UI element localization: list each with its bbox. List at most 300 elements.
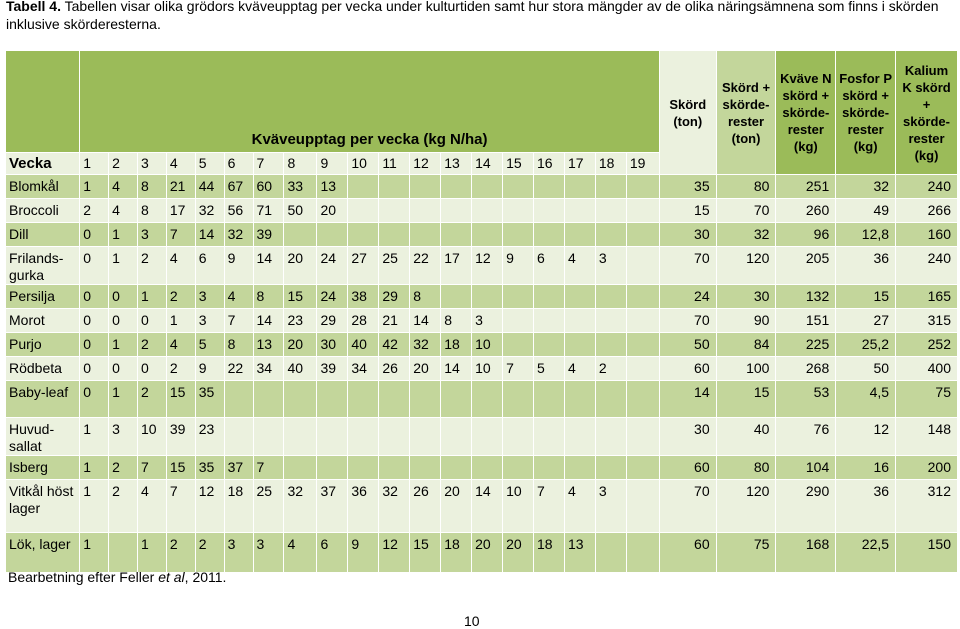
value-n: 260 bbox=[776, 199, 836, 223]
table-row bbox=[6, 309, 958, 333]
week-value: 1 bbox=[138, 285, 167, 309]
week-value: 2 bbox=[196, 533, 225, 573]
week-header: 18 bbox=[596, 153, 627, 175]
week-value bbox=[627, 199, 660, 223]
value-tot: 75 bbox=[717, 533, 777, 573]
week-value: 3 bbox=[225, 533, 254, 573]
week-value: 17 bbox=[167, 199, 196, 223]
value-tot: 84 bbox=[717, 333, 777, 357]
week-value: 71 bbox=[254, 199, 285, 223]
week-value: 7 bbox=[254, 456, 285, 480]
value-skord: 14 bbox=[660, 381, 717, 418]
week-value: 2 bbox=[167, 285, 196, 309]
value-p: 15 bbox=[836, 285, 896, 309]
week-value: 20 bbox=[317, 199, 348, 223]
week-value: 5 bbox=[534, 357, 565, 381]
week-value: 8 bbox=[254, 285, 285, 309]
week-value bbox=[410, 223, 441, 247]
value-skord: 24 bbox=[660, 285, 717, 309]
week-value: 0 bbox=[80, 333, 109, 357]
week-value bbox=[627, 285, 660, 309]
week-value: 3 bbox=[196, 309, 225, 333]
value-n: 104 bbox=[776, 456, 836, 480]
weekly-uptake-header: Kväveupptag per vecka (kg N/ha) bbox=[80, 51, 660, 153]
week-header: 1 bbox=[80, 153, 109, 175]
week-value: 44 bbox=[196, 175, 225, 199]
week-value bbox=[503, 285, 534, 309]
week-value: 8 bbox=[138, 175, 167, 199]
week-value: 0 bbox=[80, 381, 109, 418]
week-value bbox=[472, 418, 503, 456]
week-value: 7 bbox=[167, 480, 196, 533]
week-value: 0 bbox=[80, 285, 109, 309]
week-value: 2 bbox=[109, 456, 138, 480]
week-value bbox=[596, 533, 627, 573]
week-value: 2 bbox=[167, 357, 196, 381]
table-row bbox=[6, 333, 958, 357]
value-n: 96 bbox=[776, 223, 836, 247]
week-value: 2 bbox=[80, 199, 109, 223]
week-value bbox=[441, 381, 472, 418]
value-p: 25,2 bbox=[836, 333, 896, 357]
week-value: 25 bbox=[254, 480, 285, 533]
week-value: 35 bbox=[196, 456, 225, 480]
col-header-fosfor: Fosfor P skörd + skörde-rester (kg) bbox=[836, 51, 896, 175]
caption-label: Tabell 4. bbox=[6, 0, 61, 14]
week-value: 7 bbox=[534, 480, 565, 533]
week-value bbox=[565, 456, 596, 480]
week-value: 2 bbox=[109, 480, 138, 533]
week-value: 20 bbox=[441, 480, 472, 533]
week-value bbox=[565, 175, 596, 199]
week-value bbox=[565, 333, 596, 357]
week-value bbox=[503, 456, 534, 480]
week-value bbox=[410, 175, 441, 199]
value-tot: 40 bbox=[717, 418, 777, 456]
week-value: 39 bbox=[317, 357, 348, 381]
col-header-skord: Skörd (ton) bbox=[660, 51, 717, 175]
week-value: 38 bbox=[348, 285, 379, 309]
week-value bbox=[317, 456, 348, 480]
week-value bbox=[410, 418, 441, 456]
week-value: 18 bbox=[534, 533, 565, 573]
week-value: 12 bbox=[196, 480, 225, 533]
value-n: 251 bbox=[776, 175, 836, 199]
footnote-italic: et al bbox=[158, 569, 185, 585]
value-skord: 30 bbox=[660, 418, 717, 456]
week-value: 20 bbox=[410, 357, 441, 381]
week-value: 0 bbox=[80, 309, 109, 333]
crop-name: Frilands-gurka bbox=[6, 247, 80, 285]
week-value: 26 bbox=[410, 480, 441, 533]
week-value bbox=[410, 381, 441, 418]
crop-name: Dill bbox=[6, 223, 80, 247]
value-n: 205 bbox=[776, 247, 836, 285]
week-value: 9 bbox=[503, 247, 534, 285]
week-value bbox=[534, 333, 565, 357]
value-p: 50 bbox=[836, 357, 896, 381]
value-n: 168 bbox=[776, 533, 836, 573]
value-n: 290 bbox=[776, 480, 836, 533]
week-value bbox=[348, 223, 379, 247]
week-header: 11 bbox=[379, 153, 410, 175]
week-value: 28 bbox=[348, 309, 379, 333]
crop-name: Isberg bbox=[6, 456, 80, 480]
week-value: 4 bbox=[565, 357, 596, 381]
week-value: 10 bbox=[472, 357, 503, 381]
week-value: 34 bbox=[254, 357, 285, 381]
week-value: 7 bbox=[503, 357, 534, 381]
week-value: 2 bbox=[167, 533, 196, 573]
week-value: 15 bbox=[410, 533, 441, 573]
week-value: 3 bbox=[109, 418, 138, 456]
crop-name: Baby-leaf bbox=[6, 381, 80, 418]
crop-name: Persilja bbox=[6, 285, 80, 309]
week-value: 1 bbox=[109, 333, 138, 357]
week-value: 60 bbox=[254, 175, 285, 199]
week-value: 8 bbox=[410, 285, 441, 309]
week-value bbox=[565, 309, 596, 333]
week-header: 16 bbox=[534, 153, 565, 175]
week-value: 4 bbox=[138, 480, 167, 533]
nutrient-table bbox=[6, 51, 958, 573]
week-value bbox=[565, 223, 596, 247]
week-value: 4 bbox=[565, 480, 596, 533]
week-value: 3 bbox=[138, 223, 167, 247]
week-header: 9 bbox=[317, 153, 348, 175]
value-k: 150 bbox=[896, 533, 958, 573]
week-header: 5 bbox=[196, 153, 225, 175]
week-value bbox=[410, 199, 441, 223]
week-value: 4 bbox=[167, 247, 196, 285]
table-row bbox=[6, 418, 958, 456]
week-value bbox=[379, 223, 410, 247]
week-value: 23 bbox=[196, 418, 225, 456]
week-value bbox=[441, 285, 472, 309]
crop-name: Lök, lager bbox=[6, 533, 80, 573]
week-value bbox=[379, 418, 410, 456]
week-value: 12 bbox=[379, 533, 410, 573]
week-value: 3 bbox=[196, 285, 225, 309]
week-value: 0 bbox=[80, 247, 109, 285]
week-value: 21 bbox=[379, 309, 410, 333]
value-skord: 50 bbox=[660, 333, 717, 357]
week-value: 15 bbox=[284, 285, 317, 309]
week-value: 3 bbox=[596, 480, 627, 533]
week-value bbox=[379, 199, 410, 223]
value-n: 225 bbox=[776, 333, 836, 357]
week-value: 24 bbox=[317, 285, 348, 309]
week-value bbox=[472, 199, 503, 223]
table-row bbox=[6, 247, 958, 285]
table-row bbox=[6, 223, 958, 247]
week-value bbox=[225, 418, 254, 456]
value-n: 132 bbox=[776, 285, 836, 309]
week-value bbox=[317, 381, 348, 418]
week-value: 0 bbox=[80, 357, 109, 381]
week-value bbox=[472, 285, 503, 309]
value-k: 266 bbox=[896, 199, 958, 223]
week-value: 0 bbox=[109, 285, 138, 309]
week-value: 1 bbox=[80, 480, 109, 533]
value-p: 36 bbox=[836, 480, 896, 533]
week-value: 36 bbox=[348, 480, 379, 533]
crop-name: Huvud-sallat bbox=[6, 418, 80, 456]
week-value bbox=[472, 456, 503, 480]
week-value: 7 bbox=[138, 456, 167, 480]
week-value: 1 bbox=[109, 381, 138, 418]
crop-name: Broccoli bbox=[6, 199, 80, 223]
week-value: 25 bbox=[379, 247, 410, 285]
week-value bbox=[348, 175, 379, 199]
value-tot: 80 bbox=[717, 175, 777, 199]
table-body bbox=[6, 175, 958, 573]
value-skord: 35 bbox=[660, 175, 717, 199]
value-p: 16 bbox=[836, 456, 896, 480]
week-value bbox=[596, 456, 627, 480]
week-value bbox=[534, 223, 565, 247]
week-value bbox=[627, 175, 660, 199]
week-value bbox=[596, 381, 627, 418]
week-value bbox=[503, 175, 534, 199]
week-value bbox=[596, 285, 627, 309]
week-value: 20 bbox=[472, 533, 503, 573]
value-skord: 70 bbox=[660, 309, 717, 333]
source-footnote bbox=[8, 569, 226, 585]
value-tot: 100 bbox=[717, 357, 777, 381]
week-value bbox=[284, 381, 317, 418]
week-header: 14 bbox=[472, 153, 503, 175]
week-value bbox=[348, 199, 379, 223]
value-tot: 70 bbox=[717, 199, 777, 223]
week-value: 13 bbox=[565, 533, 596, 573]
week-value: 15 bbox=[167, 381, 196, 418]
week-value bbox=[534, 456, 565, 480]
week-value: 32 bbox=[196, 199, 225, 223]
week-value: 6 bbox=[196, 247, 225, 285]
week-value bbox=[627, 418, 660, 456]
week-value bbox=[503, 418, 534, 456]
week-value: 1 bbox=[80, 533, 109, 573]
week-value bbox=[627, 247, 660, 285]
week-header: 3 bbox=[138, 153, 167, 175]
table-row bbox=[6, 357, 958, 381]
col-header-kalium: Kalium K skörd + skörde-rester (kg) bbox=[896, 51, 958, 175]
week-value: 1 bbox=[109, 247, 138, 285]
week-value: 40 bbox=[348, 333, 379, 357]
week-value: 22 bbox=[225, 357, 254, 381]
week-value: 0 bbox=[138, 357, 167, 381]
week-value: 0 bbox=[109, 309, 138, 333]
week-value: 8 bbox=[441, 309, 472, 333]
week-value: 32 bbox=[225, 223, 254, 247]
week-value bbox=[627, 309, 660, 333]
week-header: 8 bbox=[284, 153, 317, 175]
week-value: 8 bbox=[225, 333, 254, 357]
week-value bbox=[503, 199, 534, 223]
week-value: 23 bbox=[284, 309, 317, 333]
week-value bbox=[503, 309, 534, 333]
week-value: 4 bbox=[109, 175, 138, 199]
week-value bbox=[627, 333, 660, 357]
week-value: 26 bbox=[379, 357, 410, 381]
week-value: 10 bbox=[472, 333, 503, 357]
week-value bbox=[565, 285, 596, 309]
week-value: 1 bbox=[80, 456, 109, 480]
week-value bbox=[472, 223, 503, 247]
crop-name: Vitkål höst lager bbox=[6, 480, 80, 533]
week-value bbox=[596, 333, 627, 357]
value-n: 151 bbox=[776, 309, 836, 333]
page-number: 10 bbox=[464, 613, 480, 629]
week-value: 14 bbox=[472, 480, 503, 533]
week-value bbox=[379, 381, 410, 418]
week-value bbox=[596, 175, 627, 199]
table-row bbox=[6, 456, 958, 480]
week-value bbox=[627, 480, 660, 533]
week-value: 27 bbox=[348, 247, 379, 285]
week-value: 30 bbox=[317, 333, 348, 357]
week-value: 22 bbox=[410, 247, 441, 285]
value-k: 148 bbox=[896, 418, 958, 456]
footnote-suffix: , 2011. bbox=[184, 569, 227, 585]
week-value: 32 bbox=[284, 480, 317, 533]
week-value bbox=[254, 381, 285, 418]
week-value: 2 bbox=[138, 381, 167, 418]
week-header: 13 bbox=[441, 153, 472, 175]
week-value: 14 bbox=[254, 247, 285, 285]
week-value bbox=[503, 381, 534, 418]
table-row bbox=[6, 199, 958, 223]
week-value: 32 bbox=[410, 333, 441, 357]
value-k: 315 bbox=[896, 309, 958, 333]
value-tot: 80 bbox=[717, 456, 777, 480]
week-header: 19 bbox=[627, 153, 660, 175]
week-value bbox=[410, 456, 441, 480]
week-header: 15 bbox=[503, 153, 534, 175]
week-value bbox=[441, 175, 472, 199]
week-value: 37 bbox=[225, 456, 254, 480]
value-skord: 60 bbox=[660, 533, 717, 573]
week-value: 39 bbox=[167, 418, 196, 456]
week-value bbox=[441, 223, 472, 247]
week-value: 3 bbox=[254, 533, 285, 573]
week-value bbox=[596, 199, 627, 223]
value-skord: 15 bbox=[660, 199, 717, 223]
value-tot: 32 bbox=[717, 223, 777, 247]
value-skord: 60 bbox=[660, 456, 717, 480]
week-value bbox=[284, 223, 317, 247]
week-value: 40 bbox=[284, 357, 317, 381]
week-value: 1 bbox=[138, 533, 167, 573]
week-value: 18 bbox=[225, 480, 254, 533]
value-p: 22,5 bbox=[836, 533, 896, 573]
week-value: 1 bbox=[80, 175, 109, 199]
table-row bbox=[6, 533, 958, 573]
week-value: 21 bbox=[167, 175, 196, 199]
week-value: 13 bbox=[317, 175, 348, 199]
week-value: 20 bbox=[284, 247, 317, 285]
week-value: 56 bbox=[225, 199, 254, 223]
week-value: 42 bbox=[379, 333, 410, 357]
week-value bbox=[348, 456, 379, 480]
week-value: 1 bbox=[109, 223, 138, 247]
week-header: 12 bbox=[410, 153, 441, 175]
value-p: 12 bbox=[836, 418, 896, 456]
table-row bbox=[6, 480, 958, 533]
week-value bbox=[565, 418, 596, 456]
value-tot: 30 bbox=[717, 285, 777, 309]
table-row bbox=[6, 285, 958, 309]
week-value bbox=[596, 418, 627, 456]
week-value: 1 bbox=[80, 418, 109, 456]
week-value bbox=[627, 223, 660, 247]
value-p: 12,8 bbox=[836, 223, 896, 247]
table-caption bbox=[6, 0, 954, 33]
value-tot: 120 bbox=[717, 247, 777, 285]
week-value: 67 bbox=[225, 175, 254, 199]
week-value bbox=[225, 381, 254, 418]
week-value bbox=[317, 223, 348, 247]
week-value bbox=[472, 381, 503, 418]
week-value: 9 bbox=[225, 247, 254, 285]
week-value bbox=[534, 285, 565, 309]
value-tot: 15 bbox=[717, 381, 777, 418]
week-value: 2 bbox=[596, 357, 627, 381]
table-row bbox=[6, 381, 958, 418]
week-value bbox=[534, 309, 565, 333]
week-value: 35 bbox=[196, 381, 225, 418]
week-value bbox=[441, 199, 472, 223]
table-row bbox=[6, 175, 958, 199]
week-value: 7 bbox=[167, 223, 196, 247]
week-value bbox=[441, 456, 472, 480]
week-value: 6 bbox=[534, 247, 565, 285]
week-value bbox=[596, 309, 627, 333]
week-value: 4 bbox=[109, 199, 138, 223]
week-value: 20 bbox=[284, 333, 317, 357]
week-value bbox=[596, 223, 627, 247]
week-header: 10 bbox=[348, 153, 379, 175]
week-value: 5 bbox=[196, 333, 225, 357]
value-skord: 30 bbox=[660, 223, 717, 247]
week-value: 14 bbox=[410, 309, 441, 333]
value-skord: 60 bbox=[660, 357, 717, 381]
week-value bbox=[503, 333, 534, 357]
week-value: 3 bbox=[596, 247, 627, 285]
value-n: 268 bbox=[776, 357, 836, 381]
week-value: 7 bbox=[225, 309, 254, 333]
footnote-prefix: Bearbetning efter Feller bbox=[8, 569, 159, 585]
crop-name: Rödbeta bbox=[6, 357, 80, 381]
value-p: 36 bbox=[836, 247, 896, 285]
week-header: 7 bbox=[254, 153, 285, 175]
week-header: 6 bbox=[225, 153, 254, 175]
week-value: 14 bbox=[254, 309, 285, 333]
value-n: 53 bbox=[776, 381, 836, 418]
col-header-skord-rester: Skörd + skörde-rester (ton) bbox=[717, 51, 777, 175]
crop-name: Blomkål bbox=[6, 175, 80, 199]
week-value: 0 bbox=[138, 309, 167, 333]
week-value: 10 bbox=[503, 480, 534, 533]
value-k: 240 bbox=[896, 247, 958, 285]
week-value: 14 bbox=[441, 357, 472, 381]
week-value bbox=[627, 456, 660, 480]
week-value: 20 bbox=[503, 533, 534, 573]
vecka-label: Vecka bbox=[6, 153, 80, 175]
value-k: 400 bbox=[896, 357, 958, 381]
caption-text: Tabellen visar olika grödors kväveupptag per vecka under kulturtiden samt hur stora mängder av de olika näringsämnena som finns i skörden inklusive skörderesterna. bbox=[6, 0, 939, 32]
